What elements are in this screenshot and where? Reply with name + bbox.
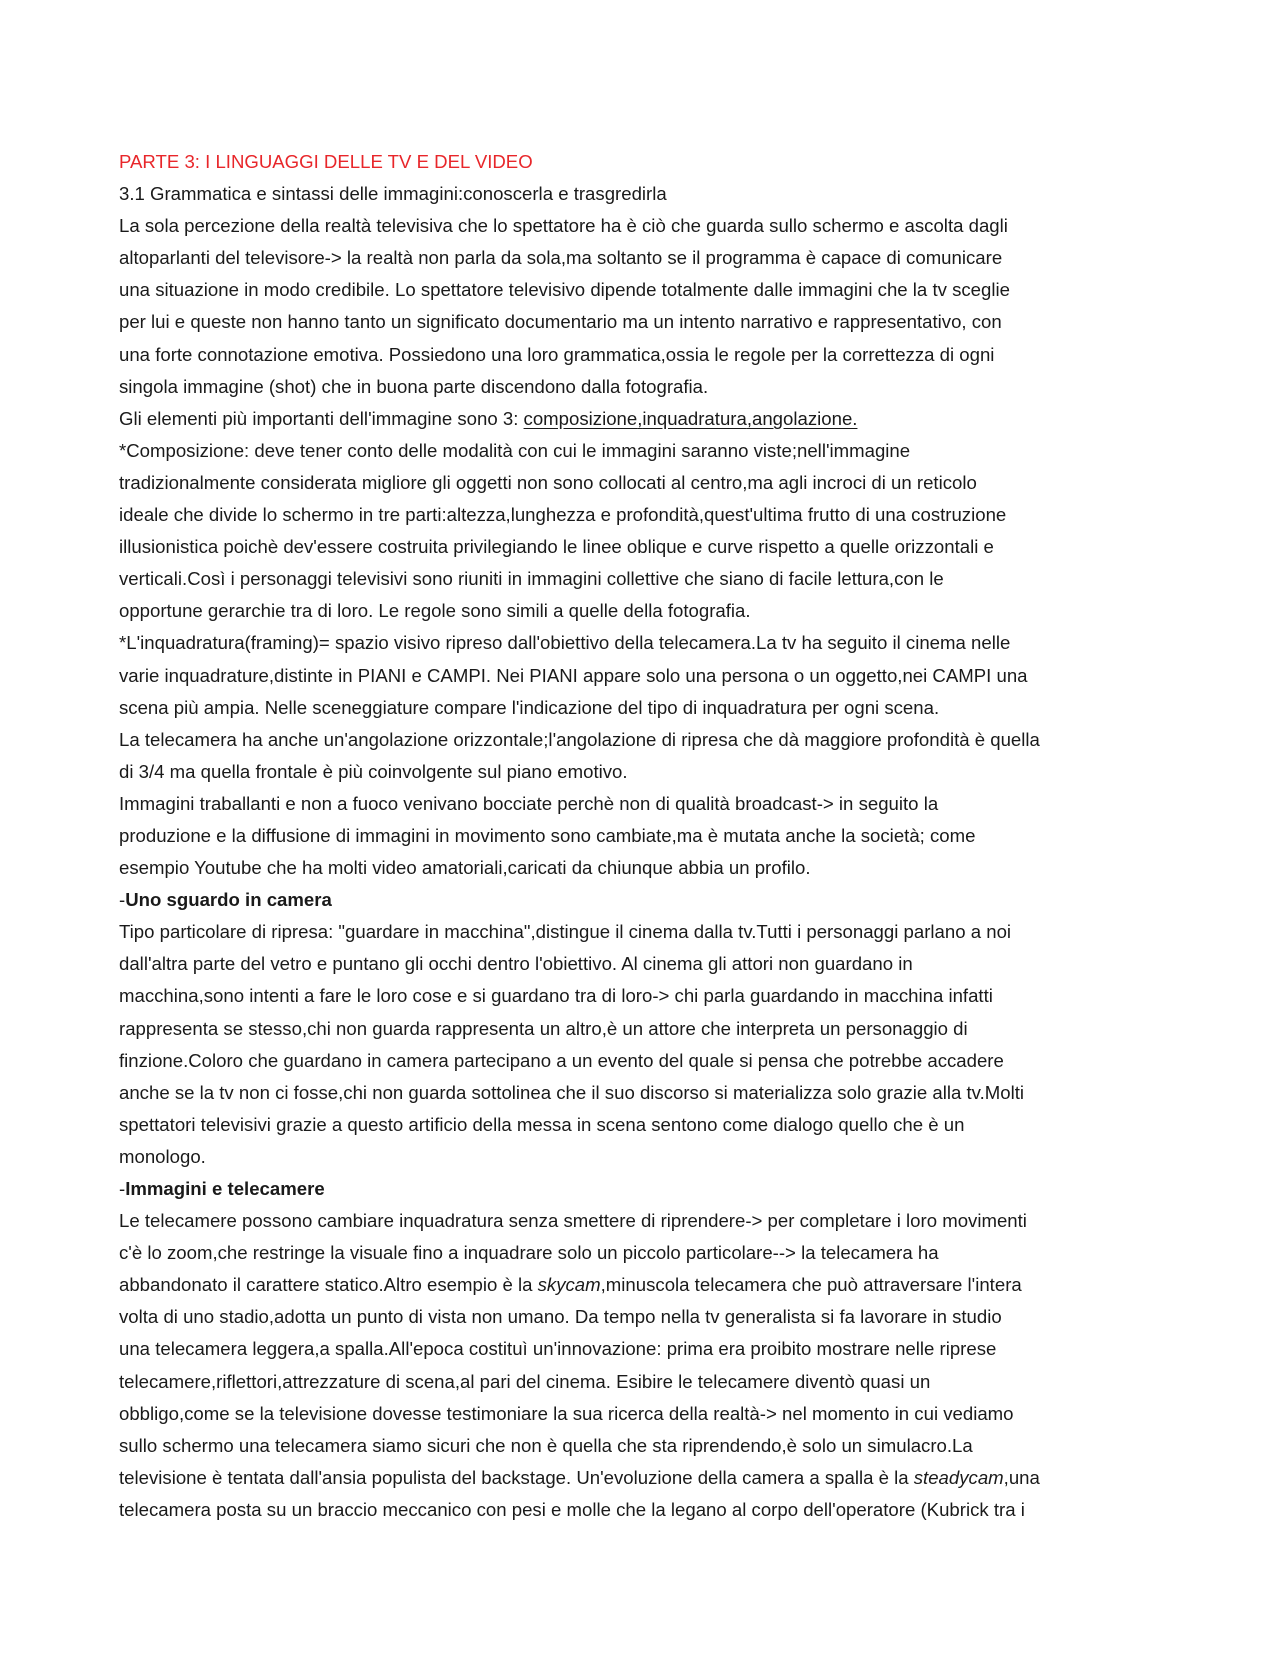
paragraph-composizione [119, 435, 1171, 884]
text-line: altoparlanti del televisore-> la realtà non parla da sola,ma soltanto se il programma è capace di comunicare [119, 247, 1003, 269]
text-line: illusionistica poichè dev'essere costruita privilegiando le linee oblique e curve rispetto a quelle orizzontali e [119, 536, 994, 558]
elements-prefix: Gli elementi più importanti dell'immagine sono 3: [119, 407, 524, 429]
text-line-skycam [119, 1269, 1171, 1301]
text-line: esempio Youtube che ha molti video amatoriali,caricati da chiunque abbia un profilo. [119, 857, 811, 879]
text-line: monologo. [119, 1145, 206, 1167]
text-line: *L'inquadratura(framing)= spazio visivo ripreso dall'obiettivo della telecamera.La tv ha seguito il cinema nelle [119, 632, 1011, 654]
paragraph-intro [119, 210, 1171, 403]
underlined-term-angolazione: angolazione. [752, 407, 858, 429]
italic-term-steadycam: steadycam [913, 1466, 1004, 1488]
text-line: una forte connotazione emotiva. Possiedono una loro grammatica,ossia le regole per la correttezza di ogni [119, 343, 995, 365]
text-line: opportune gerarchie tra di loro. Le regole sono simili a quelle della fotografia. [119, 600, 751, 622]
text-line: una telecamera leggera,a spalla.All'epoca costituì un'innovazione: prima era proibito mostrare nelle riprese [119, 1338, 997, 1360]
text-line: sullo schermo una telecamera siamo sicuri che non è quella che sta riprendendo,è solo un simulacro.La [119, 1434, 973, 1456]
elements-line [119, 403, 1171, 435]
text-line: La telecamera ha anche un'angolazione orizzontale;l'angolazione di ripresa che dà maggiore profondità è quella [119, 728, 1040, 750]
text-line: anche se la tv non ci fosse,chi non guarda sottolinea che il suo discorso si materializza solo grazie alla tv.Molti [119, 1081, 1025, 1103]
subheading-dash: - [119, 1178, 126, 1199]
subheading-sguardo [119, 884, 1171, 916]
text-line: produzione e la diffusione di immagini in movimento sono cambiate,ma è mutata anche la società; come [119, 824, 976, 846]
text-line: c'è lo zoom,che restringe la visuale fino a inquadrare solo un piccolo particolare--> la telecamera ha [119, 1242, 939, 1264]
text-line: La sola percezione della realtà televisiva che lo spettatore ha è ciò che guarda sullo schermo e ascolta dagli [119, 215, 1008, 237]
document-title: PARTE 3: I LINGUAGGI DELLE TV E DEL VIDEO [119, 151, 533, 172]
text-line: ideale che divide lo schermo in tre parti:altezza,lunghezza e profondità,quest'ultima frutto di una costruzione [119, 504, 1007, 526]
separator: , [746, 407, 752, 429]
text-line: di 3/4 ma quella frontale è più coinvolgente sul piano emotivo. [119, 760, 628, 782]
text-fragment: abbandonato il carattere statico.Altro esempio è la [119, 1274, 538, 1296]
italic-term-skycam: skycam [537, 1274, 601, 1296]
subheading-text: Immagini e telecamere [125, 1178, 325, 1199]
text-fragment: ,minuscola telecamera che può attraversare l'intera [600, 1274, 1022, 1296]
text-line: telecamere,riflettori,attrezzature di scena,al pari del cinema. Esibire le telecamere diventò quasi un [119, 1370, 931, 1392]
text-line: per lui e queste non hanno tanto un significato documentario ma un intento narrativo e rappresentativo, con [119, 311, 1002, 333]
text-line: Immagini traballanti e non a fuoco venivano bocciate perchè non di qualità broadcast-> in seguito la [119, 792, 939, 814]
text-line: una situazione in modo credibile. Lo spettatore televisivo dipende totalmente dalle immagini che la tv sceglie [119, 279, 1010, 301]
paragraph-telecamere [119, 1205, 1171, 1526]
subheading-text: Uno sguardo in camera [125, 889, 332, 911]
text-line: finzione.Coloro che guardano in camera partecipano a un evento del quale si pensa che potrebbe accadere [119, 1049, 1004, 1071]
underlined-term-inquadratura: inquadratura [642, 407, 747, 429]
text-line: tradizionalmente considerata migliore gli oggetti non sono collocati al centro,ma agli incroci di un reticolo [119, 471, 977, 493]
text-line: singola immagine (shot) che in buona parte discendono dalla fotografia. [119, 375, 709, 397]
text-line: dall'altra parte del vetro e puntano gli occhi dentro l'obiettivo. Al cinema gli attori non guardano in [119, 953, 913, 975]
text-line: Tipo particolare di ripresa: "guardare in macchina",distingue il cinema dalla tv.Tutti i personaggi parlano a noi [119, 921, 1012, 943]
text-line: varie inquadrature,distinte in PIANI e CAMPI. Nei PIANI appare solo una persona o un oggetto,nei CAMPI una [119, 664, 1028, 686]
text-line: Le telecamere possono cambiare inquadratura senza smettere di riprendere-> per completare i loro movimenti [119, 1210, 1027, 1232]
text-line: obbligo,come se la televisione dovesse testimoniare la sua ricerca della realtà-> nel momento in cui vediamo [119, 1402, 1014, 1424]
text-fragment: ,una [1003, 1466, 1040, 1488]
document-page [119, 146, 1171, 1526]
underlined-term-composizione: composizione [523, 407, 638, 429]
text-fragment: televisione è tentata dall'ansia populista del backstage. Un'evoluzione della camera a spalla è la [119, 1466, 914, 1488]
subheading-telecamere [119, 1173, 1171, 1205]
separator: , [637, 407, 643, 429]
text-line: spettatori televisivi grazie a questo artificio della messa in scena sentono come dialogo quello che è un [119, 1113, 965, 1135]
paragraph-sguardo [119, 916, 1171, 1173]
text-line: telecamera posta su un braccio meccanico con pesi e molle che la legano al corpo dell'operatore (Kubrick tra i [119, 1498, 1025, 1520]
text-line: volta di uno stadio,adotta un punto di vista non umano. Da tempo nella tv generalista si fa lavorare in studio [119, 1306, 1002, 1328]
text-line: rappresenta se stesso,chi non guarda rappresenta un altro,è un attore che interpreta un personaggio di [119, 1017, 968, 1039]
subheading-dash: - [119, 889, 126, 911]
text-line: verticali.Così i personaggi televisivi sono riuniti in immagini collettive che siano di facile lettura,con le [119, 568, 944, 590]
text-line: scena più ampia. Nelle sceneggiature compare l'indicazione del tipo di inquadratura per ogni scena. [119, 696, 940, 718]
section-heading: 3.1 Grammatica e sintassi delle immagini:conoscerla e trasgredirla [119, 183, 667, 205]
text-line: macchina,sono intenti a fare le loro cose e si guardano tra di loro-> chi parla guardando in macchina infatti [119, 985, 993, 1007]
text-line: *Composizione: deve tener conto delle modalità con cui le immagini saranno viste;nell'immagine [119, 439, 911, 461]
text-line-steadycam [119, 1462, 1171, 1494]
